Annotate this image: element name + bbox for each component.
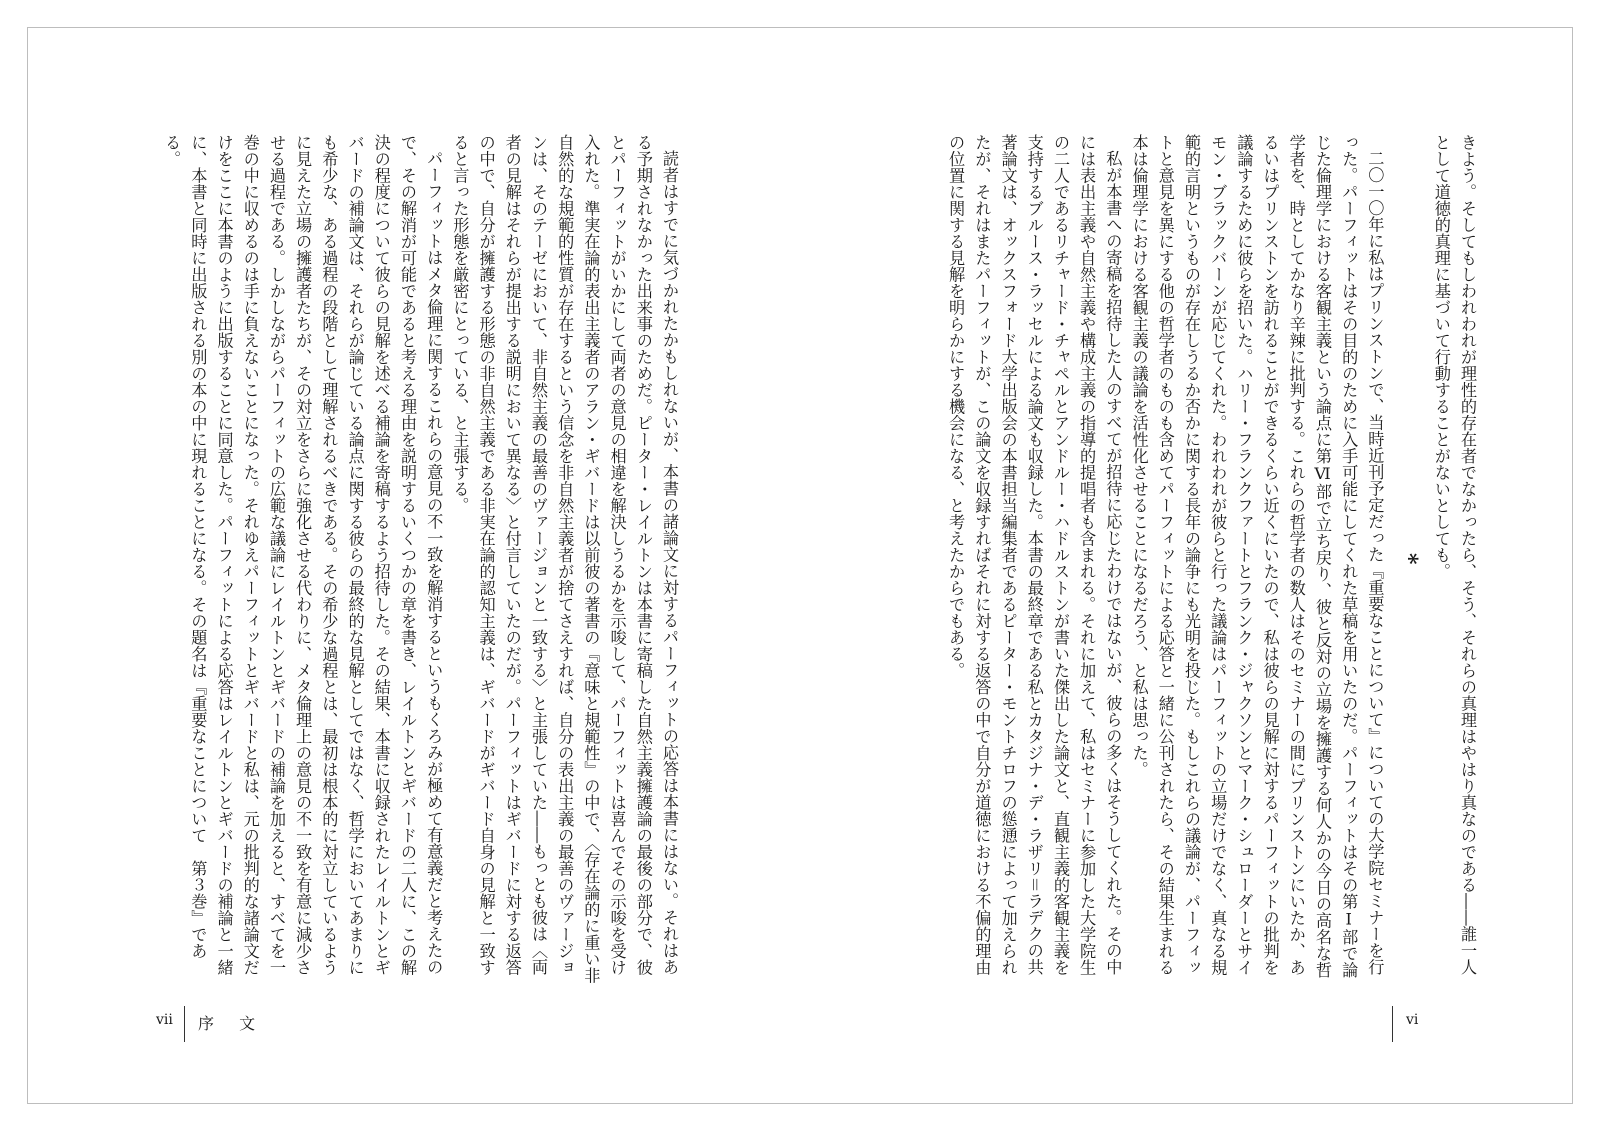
paragraph: 読者はすでに気づかれたかもしれないが、本書の諸論文に対するパーフィットの応答は本書にはない。それはある予期されなかった出来事のためだ。ピーター・レイルトンは本書に寄稿した自然主義擁護論の最後の部分で、彼とパーフィットがいかにして両者の意見の相違を解決しうるかを示唆して、パーフィットは喜んでその示唆を受け入れた。準実在論的表出主義者のアラン・ギバードは以前彼の著書の『意味と規範性』の中で、〈存在論的に重い非自然的な規範的性質が存在するという信念を非自然主義者が捨てさえすれば、自分の表出主義の最善のヴァージョンは、そのテーゼにおいて、非自然主義の最善のヴァージョンと一致する〉と主張していた――もっとも彼は〈両者の見解はそれらが提出する説明において異なる〉と付言していたのだが。パーフィットはギバードに対する返答の中で、自分が擁護する形態の非自然主義である非実在論的認知主義は、ギバードがギバード自身の見解と一致すると言った形態を厳密にとっている、と主張する。 <box>450 134 679 984</box>
page-number-right: vi <box>1406 1012 1419 1028</box>
folio-rule-left <box>184 1006 185 1042</box>
running-head: 序 文 <box>198 1014 266 1033</box>
right-page-text <box>946 134 1480 984</box>
paragraph: パーフィットはメタ倫理に関するこれらの意見の不一致を解消するというもくろみが極めて有意義だと考えたので、その解消が可能であると考える理由を説明するいくつかの章を書き、レイルトンとギバードの二人に、この解決の程度について彼らの見解を述べる補論を寄稿するよう招待した。その結果、本書に収録されたレイルトンとギバードの補論文は、それらが論じている論点に関する彼らの最終的な見解としてではなく、哲学においてあまりにも希少な、ある過程の段階として理解されるべきである。その希少な過程とは、最初は根本的に対立しているように見えた立場の擁護者たちが、その対立をさらに強化させる代わりに、メタ倫理上の意見の不一致を有意に減少させる過程である。しかしながらパーフィットの広範な議論にレイルトンとギバードの補論を加えると、すべてを一巻の中に収めるのは手に負えないことになった。それゆえパーフィットとギバードと私は、元の批判的な諸論文だけをここに本書のように出版することに同意した。パーフィットによる応答はレイルトンとギバードの補論と一緒に、本書と同時に出版される別の本の中に現れることになる。その題名は『重要なことについて 第３巻』である。 <box>162 134 444 976</box>
section-break-asterisk: * <box>1395 553 1422 565</box>
page-number-left: vii <box>156 1012 173 1028</box>
paragraph: 私が本書への寄稿を招待した人のすべてが招待に応じたわけではないが、彼らの多くはそうしてくれた。その中には表出主義や自然主義や構成主義の指導的提唱者も含まれる。それに加えて、私はセミナーに参加した大学院生の二人であるリチャード・チャペルとアンドルー・ハドルストンが書いた傑出した論文と、直観主義的客観主義を支持するブルース・ラッセルによる論文も収録した。本書の最終章である私とカタジナ・デ・ラザリ＝ラデクの共著論文は、オックスフォード大学出版会の本書担当編集者であるピーター・モントチロフの慫慂によって加えられたが、それはまたパーフィットが、この論文を収録すればそれに対する返答の中で自分が道徳における不偏的理由の位置に関する見解を明らかにする機会になる、と考えたからでもある。 <box>946 134 1123 976</box>
left-page-text <box>162 134 682 984</box>
book-spread <box>27 27 1573 1104</box>
paragraph: きよう。そしてもしわれわれが理性的存在者でなかったら、そう、それらの真理はやはり真なのである――誰一人として道徳的真理に基づいて行動することがないとしても。 <box>1431 134 1477 976</box>
folio-rule-right <box>1392 1006 1393 1042</box>
paragraph: 二〇一〇年に私はプリンストンで、当時近刊予定だった『重要なことについて』についての大学院セミナーを行った。パーフィットはその目的のために入手可能にしてくれた草稿を用いたのだ。パーフィットはその第Ⅰ部で論じた倫理学における客観主義という論点に第Ⅵ部で立ち戻り、彼と反対の立場を擁護する何人かの今日の高名な哲学者を、時としてかなり辛辣に批判する。これらの哲学者の数人はそのセミナーの間にプリンストンにいたか、あるいはプリンストンを訪れることができるくらい近くにいたので、私は彼らの見解に対するパーフィットの批判を議論するために彼らを招いた。ハリー・フランクファートとフランク・ジャクソンとマーク・シュローダーとサイモン・ブラックバーンが応じてくれた。われわれが彼らと行った議論はパーフィットの立場だけでなく、真なる規範的言明というものが存在しうるか否かに関する長年の論争にも光明を投じた。もしこれらの議論が、パーフィットと意見を異にする他の哲学者のものも含めてパーフィットによる応答と一緒に公刊されたら、その結果生まれる本は倫理学における客観主義の議論を活性化させることになるだろう、と私は思った。 <box>1129 134 1385 979</box>
